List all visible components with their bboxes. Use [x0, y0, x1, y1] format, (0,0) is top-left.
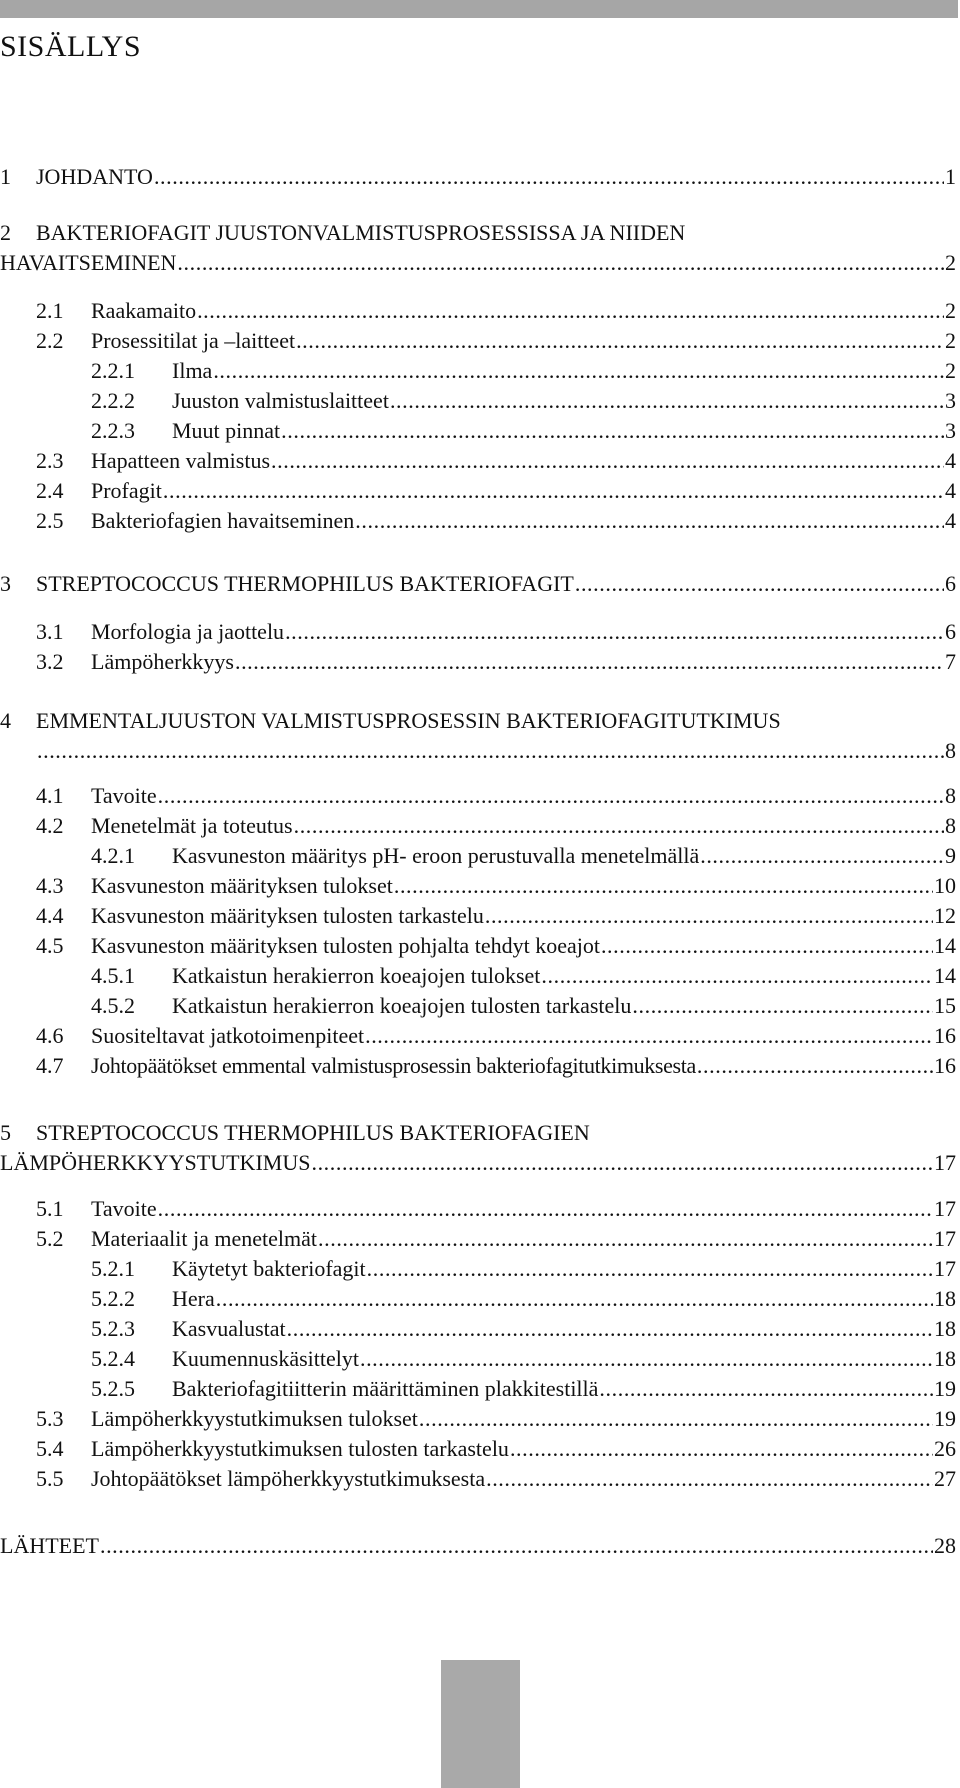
- toc-entry-page: 2: [945, 328, 956, 353]
- toc-entry-number: 5.2.4: [91, 1346, 135, 1371]
- toc-entry[interactable]: [0, 1531, 956, 1561]
- toc-entry-first-line[interactable]: [0, 706, 781, 736]
- toc-entry[interactable]: [91, 1284, 956, 1314]
- toc-entry-page: 10: [934, 873, 956, 898]
- toc-entry[interactable]: [0, 1051, 956, 1081]
- toc-leader-dots: [601, 931, 933, 961]
- toc-entry-title: BAKTERIOFAGIT JUUSTONVALMISTUSPROSESSISSA JA NIIDEN: [36, 220, 686, 245]
- toc-entry[interactable]: [91, 1344, 956, 1374]
- toc-entry-page: 2: [945, 358, 956, 383]
- toc-leader-dots: [541, 961, 933, 991]
- toc-entry-title: Raakamaito: [91, 298, 197, 323]
- toc-entry[interactable]: [0, 1148, 956, 1178]
- toc-entry-page: 16: [934, 1023, 956, 1048]
- toc-leader-dots: [700, 841, 944, 871]
- toc-entry-title: JOHDANTO: [36, 164, 153, 189]
- toc-leader-dots: [632, 991, 933, 1021]
- toc-entry-title: Juuston valmistuslaitteet: [172, 388, 389, 413]
- toc-leader-dots: [271, 446, 944, 476]
- toc-entry-title: Kasvuneston määritys pH- eroon perustuvalla menetelmällä: [172, 843, 700, 868]
- toc-entry-page: 7: [945, 649, 956, 674]
- toc-entry[interactable]: [0, 781, 956, 811]
- toc-entry-number: 5.2.5: [91, 1376, 135, 1401]
- toc-entry-title: Katkaistun herakierron koeajojen tulokset: [172, 963, 541, 988]
- toc-entry-page: 15: [934, 993, 956, 1018]
- toc-entry-page: 2: [945, 250, 956, 275]
- toc-entry-number: 5.2.1: [91, 1256, 135, 1281]
- toc-entry-title: LÄHTEET: [0, 1533, 99, 1558]
- toc-entry-number: 5.5: [36, 1466, 64, 1491]
- toc-entry[interactable]: [91, 1254, 956, 1284]
- toc-entry[interactable]: [0, 1404, 956, 1434]
- toc-entry[interactable]: [91, 356, 956, 386]
- toc-entry-number: 4.7: [36, 1053, 64, 1078]
- toc-entry-page: 3: [945, 388, 956, 413]
- toc-entry-title: Kasvuneston määrityksen tulosten pohjalta tehdyt koeajot: [91, 933, 600, 958]
- toc-entry[interactable]: [0, 1464, 956, 1494]
- toc-entry-page: 1: [945, 164, 956, 189]
- toc-entry-page: 8: [945, 813, 956, 838]
- toc-entry-number: 4.5.2: [91, 993, 135, 1018]
- toc-entry-title: Profagit: [91, 478, 162, 503]
- toc-entry-number: 4.2: [36, 813, 64, 838]
- toc-leader-dots: [311, 1148, 933, 1178]
- toc-entry-number: 2.4: [36, 478, 64, 503]
- toc-leader-dots: [285, 617, 944, 647]
- toc-leader-dots: [163, 476, 944, 506]
- toc-entry-page: 17: [934, 1150, 956, 1175]
- toc-entry-page: 8: [945, 783, 956, 808]
- toc-entry[interactable]: [0, 476, 956, 506]
- toc-entry[interactable]: [91, 991, 956, 1021]
- toc-entry-title: Bakteriofagien havaitseminen: [91, 508, 355, 533]
- toc-leader-dots: [599, 1374, 933, 1404]
- toc-entry-number: 4.2.1: [91, 843, 135, 868]
- toc-leader-dots: [287, 1314, 933, 1344]
- toc-entry-page: 12: [934, 903, 956, 928]
- toc-leader-dots: [100, 1531, 933, 1561]
- toc-entry-page: 28: [934, 1533, 956, 1558]
- toc-entry-title: Suositeltavat jatkotoimenpiteet: [91, 1023, 365, 1048]
- toc-entry-title: Ilma: [172, 358, 213, 383]
- toc-entry[interactable]: [0, 647, 956, 677]
- toc-entry[interactable]: [91, 386, 956, 416]
- toc-entry[interactable]: [0, 931, 956, 961]
- toc-entry-title-continued: HAVAITSEMINEN: [0, 250, 177, 275]
- toc-entry-title: Kasvuneston määrityksen tulokset: [91, 873, 393, 898]
- toc-entry-page: 17: [934, 1256, 956, 1281]
- toc-entry[interactable]: [91, 961, 956, 991]
- toc-entry-title: Lämpöherkkyystutkimuksen tulokset: [91, 1406, 418, 1431]
- toc-entry-number: 2: [0, 220, 11, 245]
- toc-leader-dots: [294, 811, 944, 841]
- toc-entry[interactable]: [0, 871, 956, 901]
- toc-entry-number: 4.5.1: [91, 963, 135, 988]
- toc-entry-title: Johtopäätökset lämpöherkkyystutkimuksesta: [91, 1466, 486, 1491]
- toc-entry-number: 5.4: [36, 1436, 64, 1461]
- toc-leader-dots: [213, 356, 944, 386]
- toc-entry-title: Menetelmät ja toteutus: [91, 813, 293, 838]
- toc-leader-dots: [37, 736, 944, 766]
- toc-entry-first-line[interactable]: [0, 218, 685, 248]
- toc-leader-dots: [296, 326, 944, 356]
- toc-entry-number: 5.2: [36, 1226, 64, 1251]
- toc-entry-page: 14: [934, 963, 956, 988]
- toc-entry-title: Kasvuneston määrityksen tulosten tarkastelu: [91, 903, 484, 928]
- toc-leader-dots: [486, 1464, 933, 1494]
- toc-entry[interactable]: [0, 296, 956, 326]
- toc-entry-title: Johtopäätökset emmental valmistusprosessin bakteriofagitutkimuksesta: [91, 1053, 696, 1078]
- toc-entry-page: 4: [945, 478, 956, 503]
- toc-entry-page: 17: [934, 1226, 956, 1251]
- toc-entry-number: 2.2.3: [91, 418, 135, 443]
- toc-leader-dots: [390, 386, 944, 416]
- toc-entry[interactable]: [0, 446, 956, 476]
- toc-entry-page: 18: [934, 1286, 956, 1311]
- toc-leader-dots: [158, 781, 944, 811]
- toc-leader-dots: [197, 296, 944, 326]
- toc-leader-dots: [281, 416, 944, 446]
- toc-entry-number: 5: [0, 1120, 11, 1145]
- toc-entry-number: 3.1: [36, 619, 64, 644]
- toc-entry-number: 4.1: [36, 783, 64, 808]
- toc-leader-dots: [355, 506, 944, 536]
- toc-entry-title-continued: LÄMPÖHERKKYYSTUTKIMUS: [0, 1150, 311, 1175]
- toc-leader-dots: [485, 901, 933, 931]
- toc-entry-title: Muut pinnat: [172, 418, 281, 443]
- toc-entry-number: 4.6: [36, 1023, 64, 1048]
- toc-entry-number: 2.1: [36, 298, 64, 323]
- toc-leader-dots: [318, 1224, 933, 1254]
- toc-entry-title: Hera: [172, 1286, 215, 1311]
- toc-entry-title: EMMENTALJUUSTON VALMISTUSPROSESSIN BAKTERIOFAGITUTKIMUS: [36, 708, 781, 733]
- toc-entry[interactable]: [0, 1434, 956, 1464]
- toc-entry-number: 3.2: [36, 649, 64, 674]
- toc-entry[interactable]: [0, 901, 956, 931]
- toc-entry[interactable]: [91, 1314, 956, 1344]
- toc-entry-title: Prosessitilat ja –laitteet: [91, 328, 296, 353]
- toc-entry[interactable]: [0, 569, 956, 599]
- toc-entry-number: 2.2.2: [91, 388, 135, 413]
- toc-entry[interactable]: [0, 326, 956, 356]
- toc-entry-title: Tavoite: [91, 783, 157, 808]
- toc-entry-page: 4: [945, 448, 956, 473]
- toc-entry-number: 2.3: [36, 448, 64, 473]
- toc-entry-title: Materiaalit ja menetelmät: [91, 1226, 318, 1251]
- toc-entry-title: Kuumennuskäsittelyt: [172, 1346, 359, 1371]
- toc-entry[interactable]: [91, 416, 956, 446]
- toc-entry-page: 6: [945, 571, 956, 596]
- toc-entry[interactable]: [36, 736, 956, 766]
- toc-entry[interactable]: [91, 1374, 956, 1404]
- toc-entry-first-line[interactable]: [0, 1118, 590, 1148]
- toc-entry-number: 5.3: [36, 1406, 64, 1431]
- toc-leader-dots: [394, 871, 933, 901]
- toc-entry[interactable]: [0, 248, 956, 278]
- toc-leader-dots: [575, 569, 944, 599]
- toc-leader-dots: [235, 647, 944, 677]
- toc-entry-page: 16: [934, 1053, 956, 1078]
- toc-entry-title: Bakteriofagitiitterin määrittäminen plakkitestillä: [172, 1376, 599, 1401]
- toc-entry-page: 18: [934, 1316, 956, 1341]
- toc-entry-number: 4.3: [36, 873, 64, 898]
- toc-entry-number: 5.1: [36, 1196, 64, 1221]
- toc-entry[interactable]: [0, 1021, 956, 1051]
- toc-entry[interactable]: [0, 617, 956, 647]
- toc-entry[interactable]: [0, 811, 956, 841]
- toc-leader-dots: [216, 1284, 933, 1314]
- toc-entry-number: 5.2.3: [91, 1316, 135, 1341]
- toc-entry[interactable]: [0, 1224, 956, 1254]
- toc-entry-number: 2.2.1: [91, 358, 135, 383]
- toc-leader-dots: [697, 1051, 933, 1081]
- toc-entry-title: STREPTOCOCCUS THERMOPHILUS BAKTERIOFAGIEN: [36, 1120, 590, 1145]
- toc-leader-dots: [177, 248, 944, 278]
- toc-leader-dots: [154, 162, 944, 192]
- toc-entry-number: 4: [0, 708, 11, 733]
- toc-entry-title: Kasvualustat: [172, 1316, 286, 1341]
- toc-leader-dots: [367, 1254, 933, 1284]
- toc-entry-title: Käytetyt bakteriofagit: [172, 1256, 366, 1281]
- toc-entry-page: 8: [945, 738, 956, 763]
- toc-entry-number: 4.5: [36, 933, 64, 958]
- toc-entry[interactable]: [0, 506, 956, 536]
- toc-entry-page: 26: [934, 1436, 956, 1461]
- toc-entry-number: 4.4: [36, 903, 64, 928]
- toc-entry-title: Tavoite: [91, 1196, 157, 1221]
- footer-block: [441, 1660, 520, 1788]
- toc-entry-title: Lämpöherkkyystutkimuksen tulosten tarkastelu: [91, 1436, 509, 1461]
- toc-entry-number: 5.2.2: [91, 1286, 135, 1311]
- toc-entry[interactable]: [91, 841, 956, 871]
- toc-entry-page: 3: [945, 418, 956, 443]
- toc-leader-dots: [360, 1344, 933, 1374]
- toc-entry-page: 14: [934, 933, 956, 958]
- toc-entry-page: 4: [945, 508, 956, 533]
- toc-entry-page: 2: [945, 298, 956, 323]
- page-title: SISÄLLYS: [0, 30, 142, 63]
- toc-entry-title: STREPTOCOCCUS THERMOPHILUS BAKTERIOFAGIT: [36, 571, 574, 596]
- toc-entry-title: Morfologia ja jaottelu: [91, 619, 285, 644]
- toc-entry-number: 1: [0, 164, 11, 189]
- toc-entry-title: Katkaistun herakierron koeajojen tulosten tarkastelu: [172, 993, 632, 1018]
- toc-entry-number: 2.5: [36, 508, 64, 533]
- toc-leader-dots: [419, 1404, 933, 1434]
- toc-entry-page: 18: [934, 1346, 956, 1371]
- toc-entry[interactable]: [0, 162, 956, 192]
- toc-entry-page: 17: [934, 1196, 956, 1221]
- toc-entry-page: 19: [934, 1406, 956, 1431]
- toc-entry-number: 2.2: [36, 328, 64, 353]
- toc-entry[interactable]: [0, 1194, 956, 1224]
- toc-entry-title: Lämpöherkkyys: [91, 649, 234, 674]
- toc-entry-page: 6: [945, 619, 956, 644]
- toc-leader-dots: [510, 1434, 933, 1464]
- toc-leader-dots: [365, 1021, 933, 1051]
- toc-entry-page: 27: [934, 1466, 956, 1491]
- toc-entry-title: Hapatteen valmistus: [91, 448, 271, 473]
- toc-entry-page: 19: [934, 1376, 956, 1401]
- toc-leader-dots: [158, 1194, 933, 1224]
- toc-entry-number: 3: [0, 571, 11, 596]
- toc-entry-page: 9: [945, 843, 956, 868]
